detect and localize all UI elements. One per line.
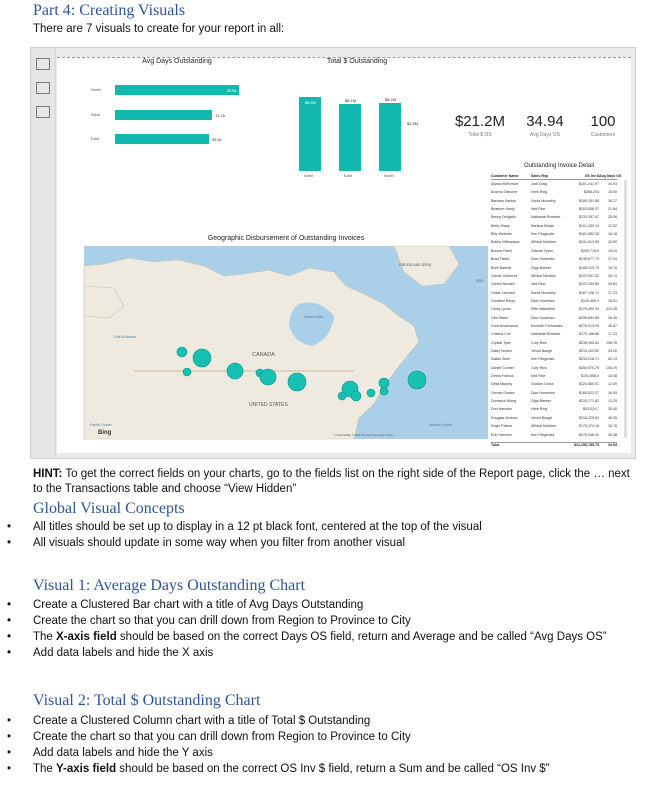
table-cell: Cory Rice [531, 340, 547, 345]
table-cell: 17.23 [608, 290, 617, 295]
card-total-os[interactable] [449, 113, 511, 138]
table-row[interactable] [491, 282, 617, 287]
table-cell: Daisy Norton [491, 349, 512, 353]
column-category-label: North [384, 173, 394, 178]
table-cell: Willard Morales [531, 273, 556, 278]
table-row[interactable] [491, 224, 617, 229]
table-cell: Bobby Williamson [491, 240, 520, 245]
bubble[interactable] [193, 349, 211, 367]
bar-category-label: East [91, 136, 100, 141]
label-hudson-bay: Hudson Bay [304, 315, 324, 319]
bold-run: X-axis field [56, 631, 117, 643]
table-row[interactable] [491, 299, 617, 304]
part-title: Part 4: Creating Visuals [33, 2, 186, 19]
label-us: UNITED STATES [249, 402, 288, 408]
table-cell: 26.05 [608, 390, 617, 395]
table-cell: Clint Mann [491, 315, 509, 320]
table-cell: 12.52 [608, 223, 617, 228]
table-cell: Jerold Baugh [531, 415, 553, 420]
table-cell: Herb Ring [531, 190, 548, 195]
total-cell [531, 443, 571, 448]
table-cell: Della Murphy [491, 382, 513, 387]
table-cell: $170,188.86 [579, 332, 599, 337]
table-cell: Cristina Cox [491, 332, 511, 337]
table-cell: 15.24 [608, 248, 617, 253]
table-title: Outstanding Invoice Detail [523, 163, 595, 169]
bubble[interactable] [351, 391, 361, 401]
table-cell: 44.93 [608, 182, 617, 186]
table-cell: 46.25 [608, 415, 617, 420]
text-run: should be based on the correct OS Inv $ field, return a Sum and be called “OS Inv $” [116, 763, 550, 775]
list-item [33, 761, 663, 777]
model-view-icon[interactable] [36, 106, 50, 118]
table-cell: $199,251.88 [579, 198, 599, 203]
header-cell[interactable]: OS Inv $ [584, 174, 599, 178]
table-cell: $139,459.4 [581, 298, 599, 303]
table-cell: Brad Fields [491, 257, 510, 262]
map-copyright: © 2019 HERE, © 2019 Microsoft Corporation Terms [334, 434, 394, 437]
global-concepts-list [0, 519, 663, 551]
table-cell: Herb Ring [531, 407, 548, 412]
card-customers[interactable] [577, 113, 629, 138]
table-row[interactable] [491, 257, 617, 262]
table-cell: 21.84 [608, 207, 617, 212]
table-cell: $235,677.73 [579, 257, 599, 262]
column-axis-label: $3.3M [407, 121, 419, 126]
list-item: • Add data labels and hide the X axis [33, 645, 663, 661]
table-cell: 43.00 [608, 349, 617, 353]
column[interactable] [379, 103, 401, 171]
table-cell: Billy Webster [491, 232, 512, 237]
table-cell: 20.60 [608, 240, 617, 245]
table-cell: Dennis Gomez [491, 390, 515, 395]
label-canada: CANADA [252, 352, 275, 358]
table-cell: Neil Rice [531, 207, 546, 212]
table-cell: $214,102.82 [579, 349, 599, 353]
table-cell: Ken Fitzgerald [531, 357, 555, 362]
table-cell: Gianna Tyson [531, 248, 554, 253]
report-canvas [57, 57, 631, 453]
label-iceland: ICEL [476, 279, 484, 283]
table-row[interactable] [491, 232, 617, 237]
table-cell: Nathaniel Browder [531, 332, 561, 337]
table-row[interactable] [491, 266, 617, 271]
table-cell: Betty Sharp [491, 223, 510, 228]
table-row[interactable] [491, 407, 617, 412]
bar[interactable] [115, 110, 212, 120]
table-cell: 16.76 [608, 265, 617, 270]
table-cell: $278,013.39 [579, 323, 599, 328]
table-row[interactable] [491, 240, 617, 245]
table-cell: $101,241.97 [579, 182, 599, 186]
table-row[interactable] [491, 433, 617, 438]
table-cell: $191,558.5 [581, 374, 599, 379]
table-cell: Kenneth Fernandez [531, 323, 563, 328]
invoice-detail-table[interactable] [489, 172, 629, 448]
table-cell: $165,523.37 [579, 390, 599, 395]
table-cell: $241,613.59 [579, 240, 599, 245]
table-cell: Bonnie Reed [491, 248, 512, 253]
table-cell: Douglas Jenkins [491, 415, 518, 420]
bar-data-label: 31.1k [215, 113, 225, 118]
table-cell: Beatrice Hardy [491, 207, 515, 212]
table-cell: Willard Morales [531, 240, 556, 245]
bar-chart-title: Avg Days Outstanding [142, 58, 212, 65]
table-cell: Cora Underwood [491, 323, 519, 328]
table-cell: Dion Howerton [531, 390, 555, 395]
table-cell: $200,715.6 [581, 248, 599, 253]
table-cell: Sonia Mccarthy [531, 290, 556, 295]
column-category-label: West [304, 173, 314, 178]
table-row[interactable] [491, 382, 617, 387]
table-cell: 110.35 [606, 307, 617, 312]
table-cell: 27.04 [608, 257, 617, 262]
table-cell: 24.64 [608, 282, 617, 287]
card-label: Avg Days OS [530, 132, 560, 138]
table-row[interactable] [491, 215, 617, 220]
list-item: • Create the chart so that you can drill down from Region to Province to City [33, 729, 663, 745]
table-cell: $234,218.71 [579, 357, 599, 362]
table-cell: $222,097.22 [579, 273, 599, 278]
table-cell: 26.74 [608, 273, 617, 278]
table-cell: 106.76 [606, 340, 617, 345]
list-item: • Create the chart so that you can drill down from Region to Province to City [33, 613, 663, 629]
table-cell: $93,024.7 [583, 407, 599, 412]
table-cell: Erik Harrison [491, 432, 512, 437]
hint-label: HINT: [33, 468, 63, 480]
table-cell: Crystal Tyler [491, 340, 511, 345]
table-cell: 30.38 [608, 432, 617, 437]
data-view-icon[interactable] [36, 82, 50, 94]
table-cell: Jerold Baugh [531, 349, 553, 353]
table-cell: 13.29 [608, 399, 617, 404]
list-item: • All visuals should update in some way when you filter from another visual [33, 535, 663, 551]
table-row[interactable] [491, 249, 617, 254]
card-value: 100 [590, 113, 616, 130]
table-row[interactable] [491, 416, 617, 421]
table-row[interactable] [491, 391, 617, 396]
table-cell: $203,558.37 [579, 207, 599, 212]
label-gulf: Gulf of Alaska [114, 335, 136, 339]
table-cell: Dion Howerton [531, 257, 555, 262]
card-label: Customers [590, 132, 616, 138]
table-cell: $215,771.82 [579, 399, 599, 404]
table-header-row [491, 174, 622, 180]
table-cell: Alyssa McKenzie [491, 182, 519, 186]
table-row[interactable] [491, 349, 617, 354]
bubble[interactable] [183, 368, 191, 376]
view-rail [31, 48, 56, 458]
visual2-list [0, 713, 663, 777]
table-cell: $255,651.65 [579, 315, 599, 320]
bar[interactable] [115, 134, 209, 144]
table-row[interactable] [491, 316, 617, 321]
bar-category-label: North [91, 87, 101, 92]
table-cell: Nathaniel Browder [531, 215, 561, 220]
table-cell: 18.51 [608, 298, 617, 303]
table-total-row [491, 442, 617, 448]
text-run: The [33, 763, 57, 775]
bubble[interactable] [288, 373, 306, 391]
table-cell: $187,108.71 [579, 290, 599, 295]
visual1-heading: Visual 1: Average Days Outstanding Chart [33, 577, 306, 594]
bar-data-label: 39.5k [226, 88, 237, 93]
table-cell: Olga Brewer [531, 399, 551, 404]
table-row[interactable] [491, 366, 617, 371]
table-cell: Sonia Mccarthy [531, 198, 556, 203]
table-cell: Carole Gutierrez [491, 273, 518, 278]
table-cell: Ken Fitzgerald [531, 232, 555, 237]
table-cell: $175,490.54 [579, 307, 599, 312]
table-cell: Effie Wakefield [531, 307, 555, 312]
table-cell: Dion Howerton [531, 298, 555, 303]
table-row[interactable] [491, 424, 617, 429]
table-cell: 16.00 [608, 190, 617, 195]
global-concepts-heading: Global Visual Concepts [33, 500, 185, 517]
table-row[interactable] [491, 399, 617, 404]
label-pacific: Pacific Ocean [90, 423, 112, 427]
card-label: Total $ OS [468, 132, 492, 138]
map-title: Geographic Disbursement of Outstanding Invoices [207, 235, 365, 242]
table-cell: $101,259.14 [579, 223, 599, 228]
table-cell: 45.87 [608, 323, 617, 328]
visual2-heading: Visual 2: Total $ Outstanding Chart [33, 692, 261, 709]
table-cell: 105.29 [606, 365, 617, 370]
north-america-landmass [84, 258, 419, 439]
card-avg-days[interactable] [517, 113, 573, 138]
list-item [33, 629, 663, 645]
table-cell: 26.45 [608, 315, 617, 320]
table-row[interactable] [491, 307, 617, 312]
total-cell: $21,190,785.75 [574, 442, 599, 447]
table-row[interactable] [491, 207, 617, 212]
table-cell: $233,397.67 [579, 215, 599, 220]
column-category-label: East [344, 173, 353, 178]
header-cell[interactable]: Avg Days OS [599, 174, 622, 178]
table-cell: $175,374.16 [579, 424, 599, 429]
table-cell: 15.48 [608, 374, 617, 379]
table-cell: Olga Brewer [531, 265, 551, 270]
card-value: 34.94 [526, 113, 564, 130]
intro-text: There are 7 visuals to create for your report in all: [33, 23, 285, 35]
table-cell: 25.06 [608, 215, 617, 220]
table-cell: Cory Rice [531, 365, 547, 370]
list-item: • Create a Clustered Bar chart with a title of Avg Days Outstanding [33, 597, 663, 613]
bubble[interactable] [260, 369, 276, 385]
table-cell: Dion Howerton [531, 315, 555, 320]
table-row[interactable] [491, 332, 617, 337]
column-chart-title: Total $ Outstanding [326, 58, 388, 65]
table-cell: $224,580.51 [579, 382, 599, 387]
table-cell: 17.33 [608, 332, 617, 337]
table-cell: Dallas Sims [491, 357, 510, 362]
bubble[interactable] [408, 371, 426, 389]
table-row[interactable] [491, 374, 617, 379]
table-cell: Andrea Osborne [491, 190, 518, 195]
table-cell: $235,095.64 [579, 340, 599, 345]
map-svg [84, 246, 488, 439]
table-cell: Brett Barnett [491, 265, 512, 270]
total-cell: Total [491, 442, 500, 447]
table-cell: Neil Rice [531, 282, 546, 287]
table-cell: Jodi Craig [531, 182, 548, 186]
header-cell[interactable]: Sales Rep [531, 174, 549, 178]
column[interactable] [299, 97, 321, 171]
table-cell: 35.76 [608, 424, 617, 429]
label-atlantic: Atlantic Ocean [429, 423, 452, 427]
bubble[interactable] [367, 389, 375, 397]
table-cell: 16.17 [608, 198, 617, 203]
text-run: should be based on the correct Days OS field, return and Average and be called “Avg Days OS” [116, 631, 607, 643]
bar-data-label: 30.0k [211, 137, 222, 142]
table-row[interactable] [491, 274, 617, 279]
table-row[interactable] [491, 182, 617, 187]
column-data-label: $8.9M [305, 99, 317, 105]
table-scrollbar[interactable] [624, 180, 627, 438]
label-greenland: GREENLAND (DEN) [399, 263, 432, 267]
table-cell: $254,975.79 [579, 365, 599, 370]
geographic-map[interactable] [84, 246, 488, 439]
table-cell: Doyle Palmer [491, 424, 513, 429]
table-row[interactable] [491, 357, 617, 362]
bold-run: Y-axis field [56, 763, 117, 775]
header-cell[interactable]: Customer Name [491, 174, 519, 178]
table-row[interactable] [491, 291, 617, 296]
list-item: • Add data labels and hide the Y axis [33, 745, 663, 761]
card-value: $21.2M [454, 113, 506, 130]
table-cell: $161,083.36 [579, 232, 599, 237]
column-data-label: $8.2M [385, 96, 397, 102]
bar[interactable] [115, 85, 239, 95]
bubble[interactable] [227, 363, 243, 379]
table-row[interactable] [491, 324, 617, 329]
visual1-list [0, 597, 663, 661]
column-data-label: $8.1M [345, 97, 357, 103]
bubble[interactable] [177, 347, 187, 357]
list-item: • All titles should be set up to display in a 12 pt black font, centered at the top of the visual [33, 519, 663, 535]
table-cell: Karissa Moran [531, 223, 555, 228]
table-row[interactable] [491, 341, 617, 346]
report-view-icon[interactable] [36, 58, 50, 70]
bubble[interactable] [379, 378, 389, 388]
bing-logo: Bing [98, 430, 112, 436]
column[interactable] [339, 104, 361, 172]
table-row[interactable] [491, 199, 617, 204]
table-cell: $216,229.62 [579, 415, 599, 420]
table-cell: $108,215.75 [579, 265, 599, 270]
table-cell: Carroll Russell [491, 282, 515, 287]
table-cell: 50.13 [608, 357, 617, 362]
list-item: • Create a Clustered Column chart with a title of Total $ Outstanding [33, 713, 663, 729]
table-cell: Dominick Wong [491, 399, 517, 404]
table-cell: 12.09 [608, 382, 617, 387]
table-cell: Daniel Conner [491, 365, 514, 370]
table-cell: Ken Fitzgerald [531, 432, 555, 437]
table-cell: $275,048.31 [579, 432, 599, 437]
table-cell: Gordon Cross [531, 382, 554, 387]
text-run: The [33, 631, 57, 643]
table-cell: Christine Berry [491, 298, 515, 303]
hint-text: To get the correct fields on your charts, go to the fields list on the right side of the Report page, click the … next to the Transactions table and choose “View Hidden” [33, 468, 630, 495]
total-cell: 34.94 [608, 442, 617, 447]
table-cell: Cindy Lyons [491, 307, 511, 312]
table-cell: $268,204 [584, 190, 599, 195]
table-row[interactable] [491, 190, 617, 195]
table-cell: 16.18 [608, 232, 617, 237]
table-cell: $222,154.69 [579, 282, 599, 287]
bubble[interactable] [338, 392, 346, 400]
hint-paragraph [33, 467, 633, 497]
table-cell: Debra Francis [491, 374, 514, 379]
table-cell: Don Harrison [491, 407, 513, 412]
report-screenshot [30, 47, 636, 459]
table-cell: Cesar Leonard [491, 290, 515, 295]
table-cell: 35.40 [608, 407, 617, 412]
table-cell: Neil Rice [531, 374, 546, 379]
table-cell: Willard Morales [531, 424, 556, 429]
bar-category-label: West [91, 112, 101, 117]
table-cell: Benny Delgado [491, 215, 516, 220]
table-cell: Barbara Santos [491, 198, 516, 203]
